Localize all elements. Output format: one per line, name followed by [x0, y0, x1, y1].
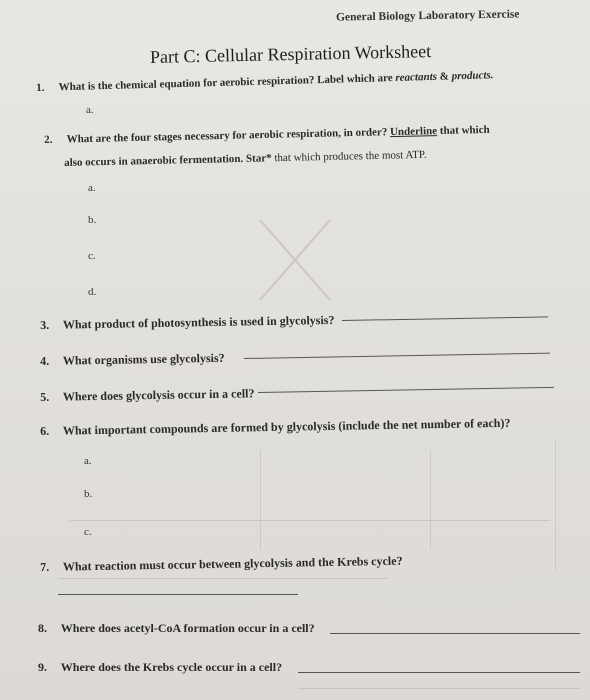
show-through-line [58, 578, 388, 579]
answer-label-2a: a. [88, 182, 96, 194]
ampersand: & [439, 70, 450, 83]
show-through-line [260, 450, 261, 550]
question-text: Where does glycolysis occur in a cell? [62, 386, 255, 404]
question-9 [38, 660, 282, 675]
question-text: Where does the Krebs cycle occur in a cell? [60, 660, 283, 674]
question-4 [40, 351, 225, 369]
question-text-part: that which [439, 123, 490, 138]
question-number: 2. [44, 133, 53, 146]
answer-line-4[interactable] [244, 353, 550, 359]
question-text-part: that which produces the most ATP. [274, 148, 427, 165]
question-text-part: also occurs in anaerobic fermentation. [64, 152, 244, 169]
underline-instruction: Underline [389, 125, 438, 139]
show-through-line [70, 520, 550, 521]
show-through-line [298, 688, 580, 689]
question-text: What organisms use glycolysis? [62, 350, 225, 368]
answer-line-7[interactable] [58, 594, 298, 595]
emphasis-reactants: reactants [395, 70, 438, 84]
question-text: Where does acetyl-CoA formation occur in a cell? [60, 621, 315, 635]
question-7 [40, 554, 403, 575]
question-number: 6. [40, 423, 50, 438]
answer-label-6a: a. [84, 455, 92, 467]
question-text: What product of photosynthesis is used in glycolysis? [62, 312, 335, 332]
emphasis-products: products. [451, 69, 494, 83]
worksheet-title: Part C: Cellular Respiration Worksheet [149, 41, 432, 67]
question-number: 8. [38, 621, 47, 635]
answer-line-8[interactable] [330, 633, 580, 634]
question-text: What reaction must occur between glycolysis and the Krebs cycle? [62, 553, 403, 574]
answer-line-3[interactable] [342, 316, 548, 321]
question-6 [40, 416, 511, 439]
question-number: 5. [40, 389, 50, 404]
question-2 [44, 124, 490, 146]
question-number: 3. [40, 317, 50, 332]
answer-label-6b: b. [84, 488, 93, 500]
question-number: 1. [36, 81, 45, 94]
answer-label-2b: b. [88, 214, 97, 226]
answer-label-6c: c. [84, 526, 92, 538]
question-number: 7. [40, 559, 50, 574]
question-number: 4. [40, 353, 50, 368]
answer-label-2d: d. [88, 286, 97, 298]
course-header: General Biology Laboratory Exercise [335, 8, 520, 24]
question-text-part: What are the four stages necessary for aerobic respiration, in order? [66, 126, 388, 146]
show-through-line [555, 440, 556, 570]
question-5 [40, 386, 255, 405]
answer-line-5[interactable] [258, 387, 554, 393]
show-through-mark [255, 215, 335, 305]
question-2-line-2 [64, 149, 427, 169]
question-8 [38, 621, 315, 636]
star-instruction: Star* [245, 152, 272, 165]
answer-line-9[interactable] [298, 672, 580, 673]
show-through-line [430, 450, 431, 550]
question-3 [40, 313, 335, 333]
question-text: What is the chemical equation for aerobic respiration? Label which are [58, 72, 393, 94]
question-1 [36, 69, 494, 94]
question-number: 9. [38, 660, 47, 674]
question-text: What important compounds are formed by glycolysis (include the net number of each)? [62, 415, 511, 438]
answer-label-1a: a. [86, 104, 94, 116]
answer-label-2c: c. [88, 250, 96, 262]
